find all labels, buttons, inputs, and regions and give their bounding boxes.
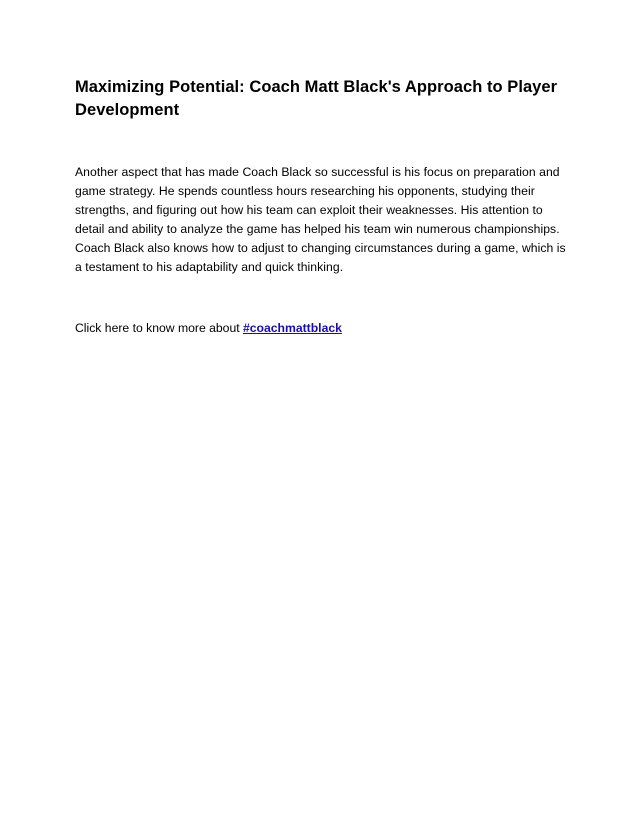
cta-text: Click here to know more about: [75, 320, 243, 335]
hashtag-link[interactable]: #coachmattblack: [243, 320, 342, 335]
cta-line: [75, 319, 570, 338]
body-paragraph: Another aspect that has made Coach Black so successful is his focus on preparation and game strategy. He spends countless hours researching his opponents, studying their strengths, and figuring out how his team can exploit their weaknesses. His attention to detail and ability to analyze the game has helped his team win numerous championships. Coach Black also knows how to adjust to changing circumstances during a game, which is a testament to his adaptability and quick thinking.: [75, 165, 566, 275]
document-content: [75, 76, 570, 338]
document-title: Maximizing Potential: Coach Matt Black's Approach to Player Development: [75, 78, 558, 119]
